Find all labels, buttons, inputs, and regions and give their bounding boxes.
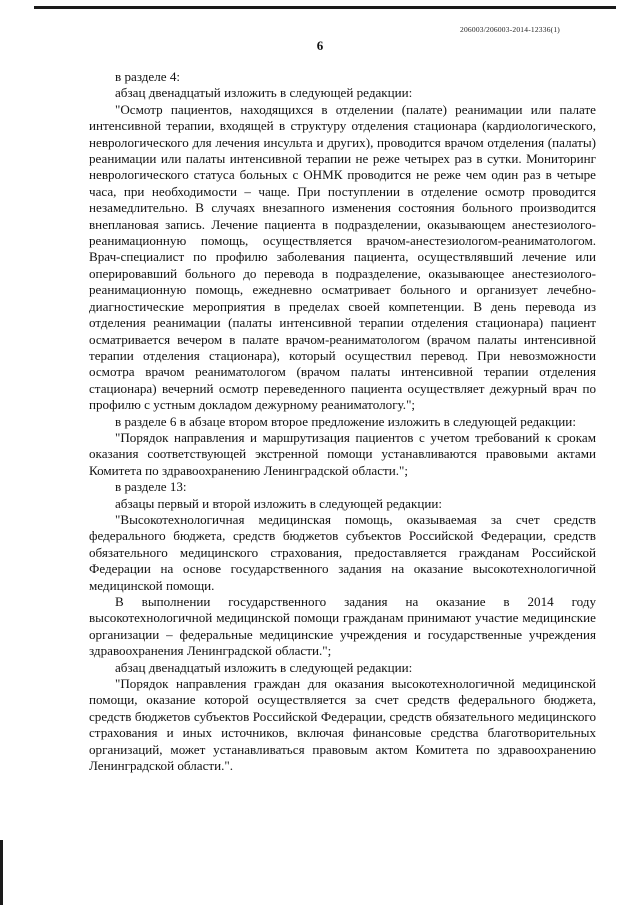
page-number: 6 xyxy=(316,38,324,53)
paragraph-instruction-3: абзац двенадцатый изложить в следующей редакции: xyxy=(115,659,413,675)
paragraph-referral-text: "Порядок направления граждан для оказания высокотехнологичной медицинской помощи, оказание которой осуществляется за счет средств федерального бюджета, средств бюджетов субъектов Российской Федерации, средств обязательного медицинского страхования и иных источников, включая финансовые средства благотворительных организаций, может устанавливаться правовым актом Комитета по здравоохранению Ленинградской области.". xyxy=(89,676,596,774)
paragraph-instruction-2: абзацы первый и второй изложить в следующей редакции: xyxy=(115,495,443,511)
paragraph-section-4: в разделе 4: xyxy=(115,69,181,84)
paragraph-section-6: в разделе 6 в абзаце втором второе предложение изложить в следующей редакции: xyxy=(115,413,576,429)
paragraph-state-task-text: В выполнении государственного задания на оказание в 2014 году высокотехнологичной медицинской помощи гражданам принимают участие медицинские организации – федеральные медицинские учреждения и государственные учреждения здравоохранения Ленинградской области."; xyxy=(89,594,596,659)
document-id: 206003/206003-2014-12336(1) xyxy=(460,25,560,34)
left-scan-border xyxy=(0,840,3,905)
paragraph-hightech-text: "Высокотехнологичная медицинская помощь, оказываемая за счет средств федерального бюджета, средств бюджетов субъектов Российской Федерации, средств обязательного медицинского страхования, предоставляется гражданам Российской Федерации на основе государственного задания на оказание высокотехнологичной медицинской помощи. xyxy=(89,511,596,593)
paragraph-examination-text: "Осмотр пациентов, находящихся в отделении (палате) реанимации или палате интенсивной терапии, входящей в структуру отделения стационара (кардиологического, неврологического для лечения инсульта и других), проводится врачом отделения (палаты) реанимации или палаты интенсивной терапии не реже четырех раз в сутки. Мониторинг неврологического статуса больных с ОНМК проводится не реже чем один раз в четыре часа, при необходимости – чаще. При поступлении в отделение осмотр проводится незамедлительно. В случаях внезапного изменения состояния больного производится внеплановая запись. Лечение пациента в подразделении, оказывающем анестезиолого-реанимационную помощь, осуществляется врачом-анестезиологом-реаниматологом. Врач-специалист по профилю заболевания пациента, осуществлявший лечение или оперировавший больного до перевода в подразделение, оказывающее анестезиолого-реанимационную помощь, ежедневно осматривает больного и организует лечебно-диагностические мероприятия в пределах своей компетенции. В день перевода из отделения реанимации (палаты интенсивной терапии отделения стационара) пациент осматривается вечером в палате врачом-реаниматологом (врачом палаты интенсивной терапии отделения стационара), который осуществил перевод. При невозможности осмотра врачом реаниматологом (врачом палаты интенсивной терапии отделения стационара) вечерний осмотр переведенного пациента осуществляет дежурный врач по профилю с устным докладом дежурному реаниматологу."; xyxy=(89,101,596,413)
document-body xyxy=(89,69,596,774)
paragraph-section-13: в разделе 13: xyxy=(115,479,187,495)
top-scan-border xyxy=(34,6,616,9)
paragraph-instruction-1: абзац двенадцатый изложить в следующей редакции: xyxy=(115,85,413,101)
paragraph-routing-text: "Порядок направления и маршрутизация пациентов с учетом требований к срокам оказания соответствующей экстренной помощи устанавливаются правовыми актами Комитета по здравоохранению Ленинградской области."; xyxy=(89,429,596,478)
